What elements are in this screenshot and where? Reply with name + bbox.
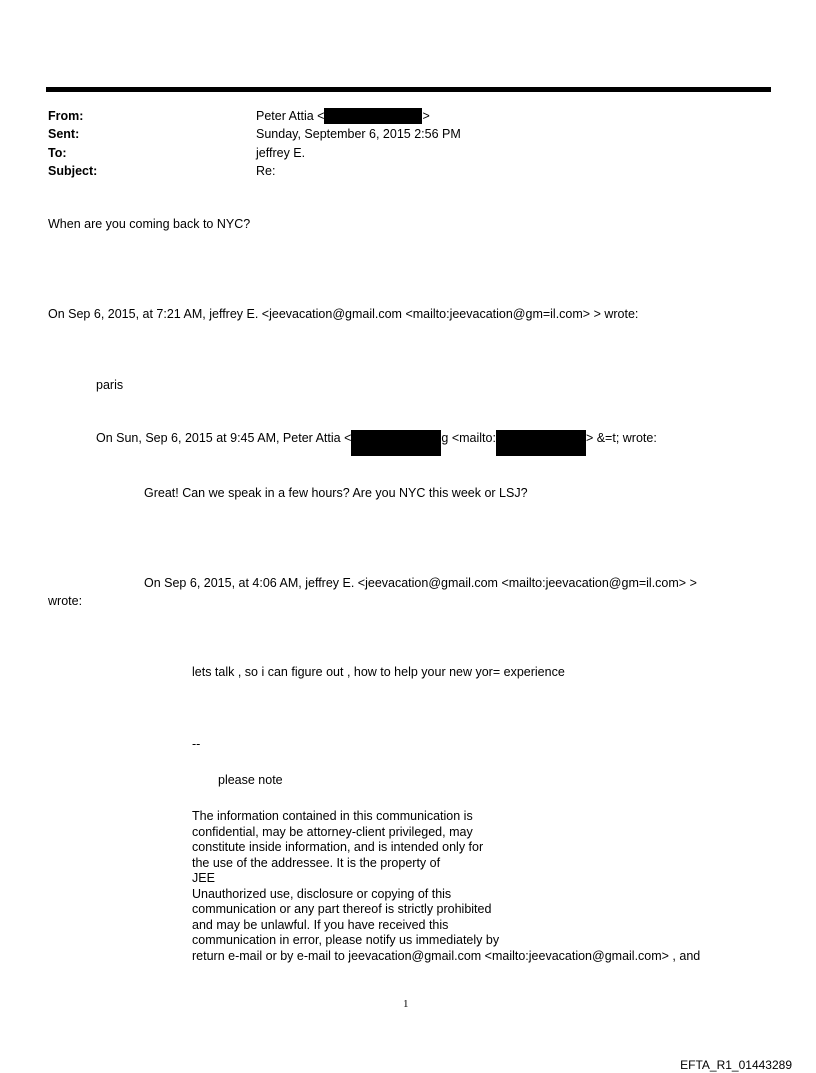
- notice-line: communication or any part thereof is strictly prohibited: [192, 902, 492, 916]
- page-number: 1: [403, 998, 409, 1010]
- quote-header-wrap: wrote:: [48, 594, 83, 608]
- header-rule: [46, 87, 771, 92]
- notice-line: The information contained in this communication is: [192, 809, 473, 823]
- subject-label: Subject:: [48, 164, 98, 178]
- from-label: From:: [48, 109, 84, 123]
- notice-line: communication in error, please notify us immediately by: [192, 933, 500, 947]
- from-name: Peter Attia <: [256, 109, 325, 123]
- from-value: [256, 108, 430, 124]
- please-note: please note: [218, 773, 283, 787]
- confidentiality-notice: [192, 808, 772, 963]
- subject-value: Re:: [256, 164, 276, 178]
- quote-header: [96, 430, 657, 456]
- quote-header: On Sep 6, 2015, at 4:06 AM, jeffrey E. <jeevacation@gmail.com <mailto:jeevacation@gm=il.com> >: [144, 576, 697, 590]
- to-value: jeffrey E.: [256, 146, 306, 160]
- notice-line: the use of the addressee. It is the property of: [192, 855, 441, 870]
- notice-line: constitute inside information, and is intended only for: [192, 840, 484, 854]
- sent-value: Sunday, September 6, 2015 2:56 PM: [256, 127, 461, 141]
- sent-label: Sent:: [48, 127, 80, 141]
- notice-line: Unauthorized use, disclosure or copying of this: [192, 886, 452, 901]
- from-after: >: [422, 109, 430, 123]
- notice-line: return e-mail or by e-mail to jeevacation@gmail.com <mailto:jeevacation@gmail.com> , and: [192, 948, 701, 963]
- body-line: When are you coming back to NYC?: [48, 217, 251, 231]
- redaction-box: [324, 108, 422, 124]
- bates-number: EFTA_R1_01443289: [680, 1058, 792, 1072]
- redaction-box: [496, 430, 586, 456]
- quoted-text: paris: [96, 378, 124, 392]
- quote-suffix: > &=t; wrote:: [585, 431, 657, 445]
- to-label: To:: [48, 146, 67, 160]
- quote-middle: g <mailto:: [441, 431, 496, 445]
- notice-line: confidential, may be attorney-client privileged, may: [192, 824, 473, 839]
- quoted-text: Great! Can we speak in a few hours? Are you NYC this week or LSJ?: [144, 486, 528, 500]
- notice-line: JEE: [192, 871, 215, 885]
- quote-header: On Sep 6, 2015, at 7:21 AM, jeffrey E. <jeevacation@gmail.com <mailto:jeevacation@gm=il.com> > wrote:: [48, 307, 639, 321]
- quote-prefix: On Sun, Sep 6, 2015 at 9:45 AM, Peter Attia <: [96, 431, 352, 445]
- quoted-text: lets talk , so i can figure out , how to help your new yor= experience: [192, 665, 565, 679]
- signature-dash: --: [192, 737, 201, 751]
- redaction-box: [351, 430, 441, 456]
- notice-line: and may be unlawful. If you have received this: [192, 917, 449, 932]
